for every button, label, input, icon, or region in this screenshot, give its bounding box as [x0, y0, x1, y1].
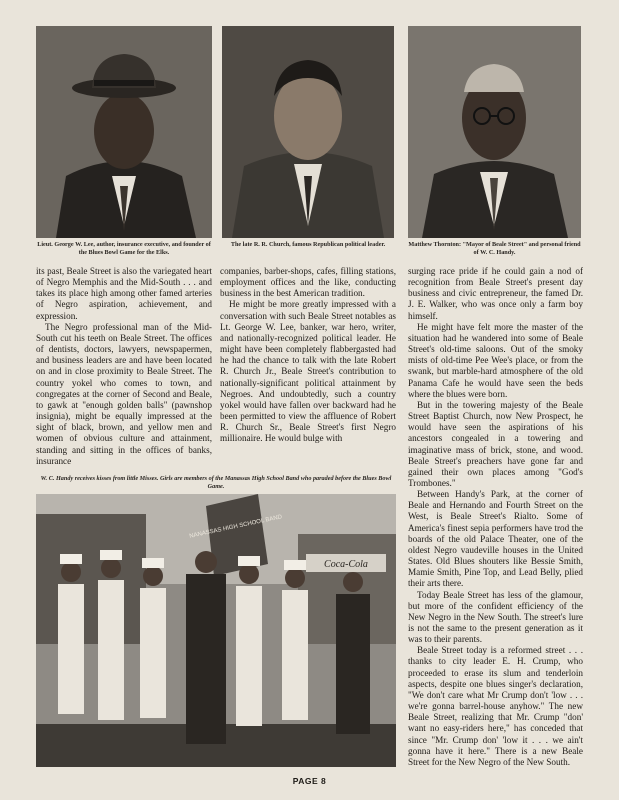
column1-paragraph-1: its past, Beale Street is also the variegated heart of Negro Memphis and the Mid-South . . . and takes its place high among other famed arteries of Negro aspiration, achievement, and expression.	[36, 266, 212, 321]
photo-george-lee	[36, 26, 212, 238]
column3-paragraph-5: Today Beale Street has less of the glamour, but more of the confident efficiency of the New Negro in the New South. The street's lure is not the same to the present generation as it was to their parents.	[408, 589, 583, 645]
column3-paragraph-4: Between Handy's Park, at the corner of Beale and Hernando and Fourth Street on the West, is Beale Street's Rialto. Some of America's finest sepia performers have trod the boards of the old Palace Theater, one of the oldest Negro vaudeville houses in the United States. Old Blues shouters like Bessie Smith, Mamie Smith, Pine Top, and Lead Belly, plied their arts there.	[408, 489, 583, 589]
column3-paragraph-2: He might have felt more the master of the situation had he wandered into some of Beale Street's old-time saloons. Out of the smoky mists of old-time Pee Wee's place, or from the swank, but marble-hard atmosphere of the old Panama Cafe he would have seen the beds where the blues were born.	[408, 321, 583, 399]
article-column-1	[36, 266, 212, 466]
portrait-church-illustration	[222, 26, 394, 238]
article-column-3	[408, 266, 583, 771]
caption-matthew-thornton: Matthew Thornton: "Mayor of Beale Street" and personal friend of W. C. Handy.	[408, 241, 581, 256]
caption-george-lee: Lieut. George W. Lee, author, insurance executive, and founder of the Blues Bowl Game for the Elks.	[37, 241, 211, 256]
caption-band-photo: W. C. Handy receives kisses from little Misses. Girls are members of the Manassas High School Band who paraded before the Blues Bowl Game.	[40, 475, 392, 490]
article-column-2	[220, 266, 396, 466]
column3-paragraph-1: surging race pride if he could gain a nod of recognition from Beale Street's present day business and civic entrepreneur, the famed Dr. J. E. Walker, who was once only a farm boy himself.	[408, 266, 583, 321]
photo-matthew-thornton	[408, 26, 581, 238]
band-banner: NANASSAS HIGH SCHOOL BAND	[188, 514, 283, 540]
column1-paragraph-2: The Negro professional man of the Mid-South cut his teeth on Beale Street. The offices of dentists, doctors, lawyers, newspapermen, and business leaders are and have been located on and in close proximity to Beale Street. The country yokel who comes to town, and congregates at the corner of Second and Beale, to gawk at "enough golden balls" (pawnshop insignia), might be equally impressed at the sight of black, brown, and yellow men and women of obvious culture and attainment, standing and sitting in the offices of banks, insurance	[36, 321, 212, 466]
column2-paragraph-1: companies, barber-shops, cafes, filling stations, employment offices and the like, conducting business in the best American tradition.	[220, 266, 396, 299]
page-number: PAGE 8	[292, 776, 327, 786]
portrait-lee-illustration	[36, 26, 212, 238]
band-scene-illustration	[36, 494, 396, 767]
column3-paragraph-6: Beale Street today is a reformed street . . . thanks to city leader E. H. Crump, who proceeded to erase its slum and tenderloin aspects, despite one blues singer's declaration, "We don't care what Mr Crump don't 'low . . . we're gonna barrel-house anyhow." The new Beale Street, realizing that Mr. Crump "don' want no easy-riders here," has conceded that since "Mr. Crump don' 'low it . . . we ain't gonna have it here." There is a new Beale Street for the New Negro of the New South.	[408, 645, 583, 767]
photo-handy-band	[36, 494, 396, 767]
coca-cola-sign: Coca-Cola	[324, 559, 368, 570]
photo-rr-church	[222, 26, 394, 238]
column2-paragraph-2: He might be more greatly impressed with a conversation with such Beale Street notables as Lt. George W. Lee, banker, war hero, writer, and nationally-recognized political leader. He might have been completely flabbergasted had he had the chance to talk with the late Robert R. Church Jr., Beale Street's contribution to nationally-significant political attainment by Negroes. And undoubtedly, such a country yokel would have fallen over backward had he been permitted to view the affluence of Robert R. Church Sr., Beale Street's first Negro millionaire. He would bulge with	[220, 299, 396, 444]
column3-paragraph-3: But in the towering majesty of the Beale Street Baptist Church, now New Prospect, he would have seen the aspirations of his ancestors congealed in a towering and imaginative mass of brick, stone, and wood. Beale Street's preachers have gone far and gained their own places among "God's Trombones."	[408, 399, 583, 488]
caption-rr-church: The late R. R. Church, famous Republican political leader.	[230, 241, 386, 248]
portrait-thornton-illustration	[408, 26, 581, 238]
